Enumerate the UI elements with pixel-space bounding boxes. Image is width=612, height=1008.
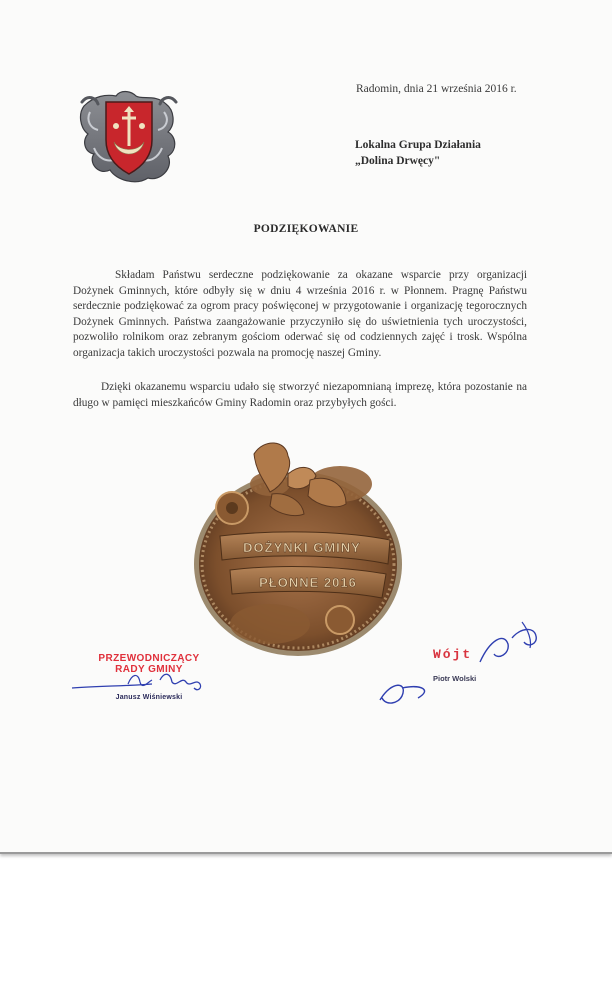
mayor-name: Piotr Wolski: [433, 674, 477, 683]
coat-of-arms-icon: [76, 84, 182, 190]
mayor-signature-icon: [372, 618, 552, 714]
mayor-stamp: Wójt: [433, 647, 473, 662]
chairman-stamp-line-1: PRZEWODNICZĄCY: [98, 653, 200, 664]
recipient-line-2: „Dolina Drwęcy": [355, 155, 441, 167]
recipient-line-1: Lokalna Grupa Działania: [355, 139, 481, 151]
medal-text-line-1: DOŻYNKI GMINY: [243, 540, 361, 555]
recipient-block: [355, 137, 481, 169]
medal-text-line-2: PŁONNE 2016: [259, 575, 357, 590]
place-and-date: Radomin, dnia 21 września 2016 r.: [356, 83, 517, 95]
letter-title: PODZIĘKOWANIE: [253, 223, 359, 235]
body-paragraph-2: Dzięki okazanemu wsparciu udało się stworzyć niezapomnianą imprezę, która pozostanie na długo w pamięci mieszkańców Gminy Radomin oraz przybyłych gości.: [73, 381, 527, 409]
chairman-signature-icon: [68, 652, 218, 712]
chairman-name: Janusz Wiśniewski: [115, 694, 183, 701]
chairman-stamp-line-2: RADY GMINY: [115, 664, 183, 675]
body-paragraph-1: Składam Państwu serdeczne podziękowanie za okazane wsparcie przy organizacji Dożynek Gminnych, które odbyły się w dniu 4 września 2016 r. w Płonnem. Pragnę Państwu serdecznie podziękować za ogrom pracy poświęconej w przygotowanie i organizację tegorocznych Dożynek Gminnych. Państwa zaangażowanie przyczyniło się do uświetnienia tych uroczystości, pozwoliło rolnikom oraz zebranym gościom oderwać się od codziennych zajęć i trosk. Wspólna organizacja takich uroczystości pozwala na promocję naszej Gminy.: [73, 269, 527, 359]
